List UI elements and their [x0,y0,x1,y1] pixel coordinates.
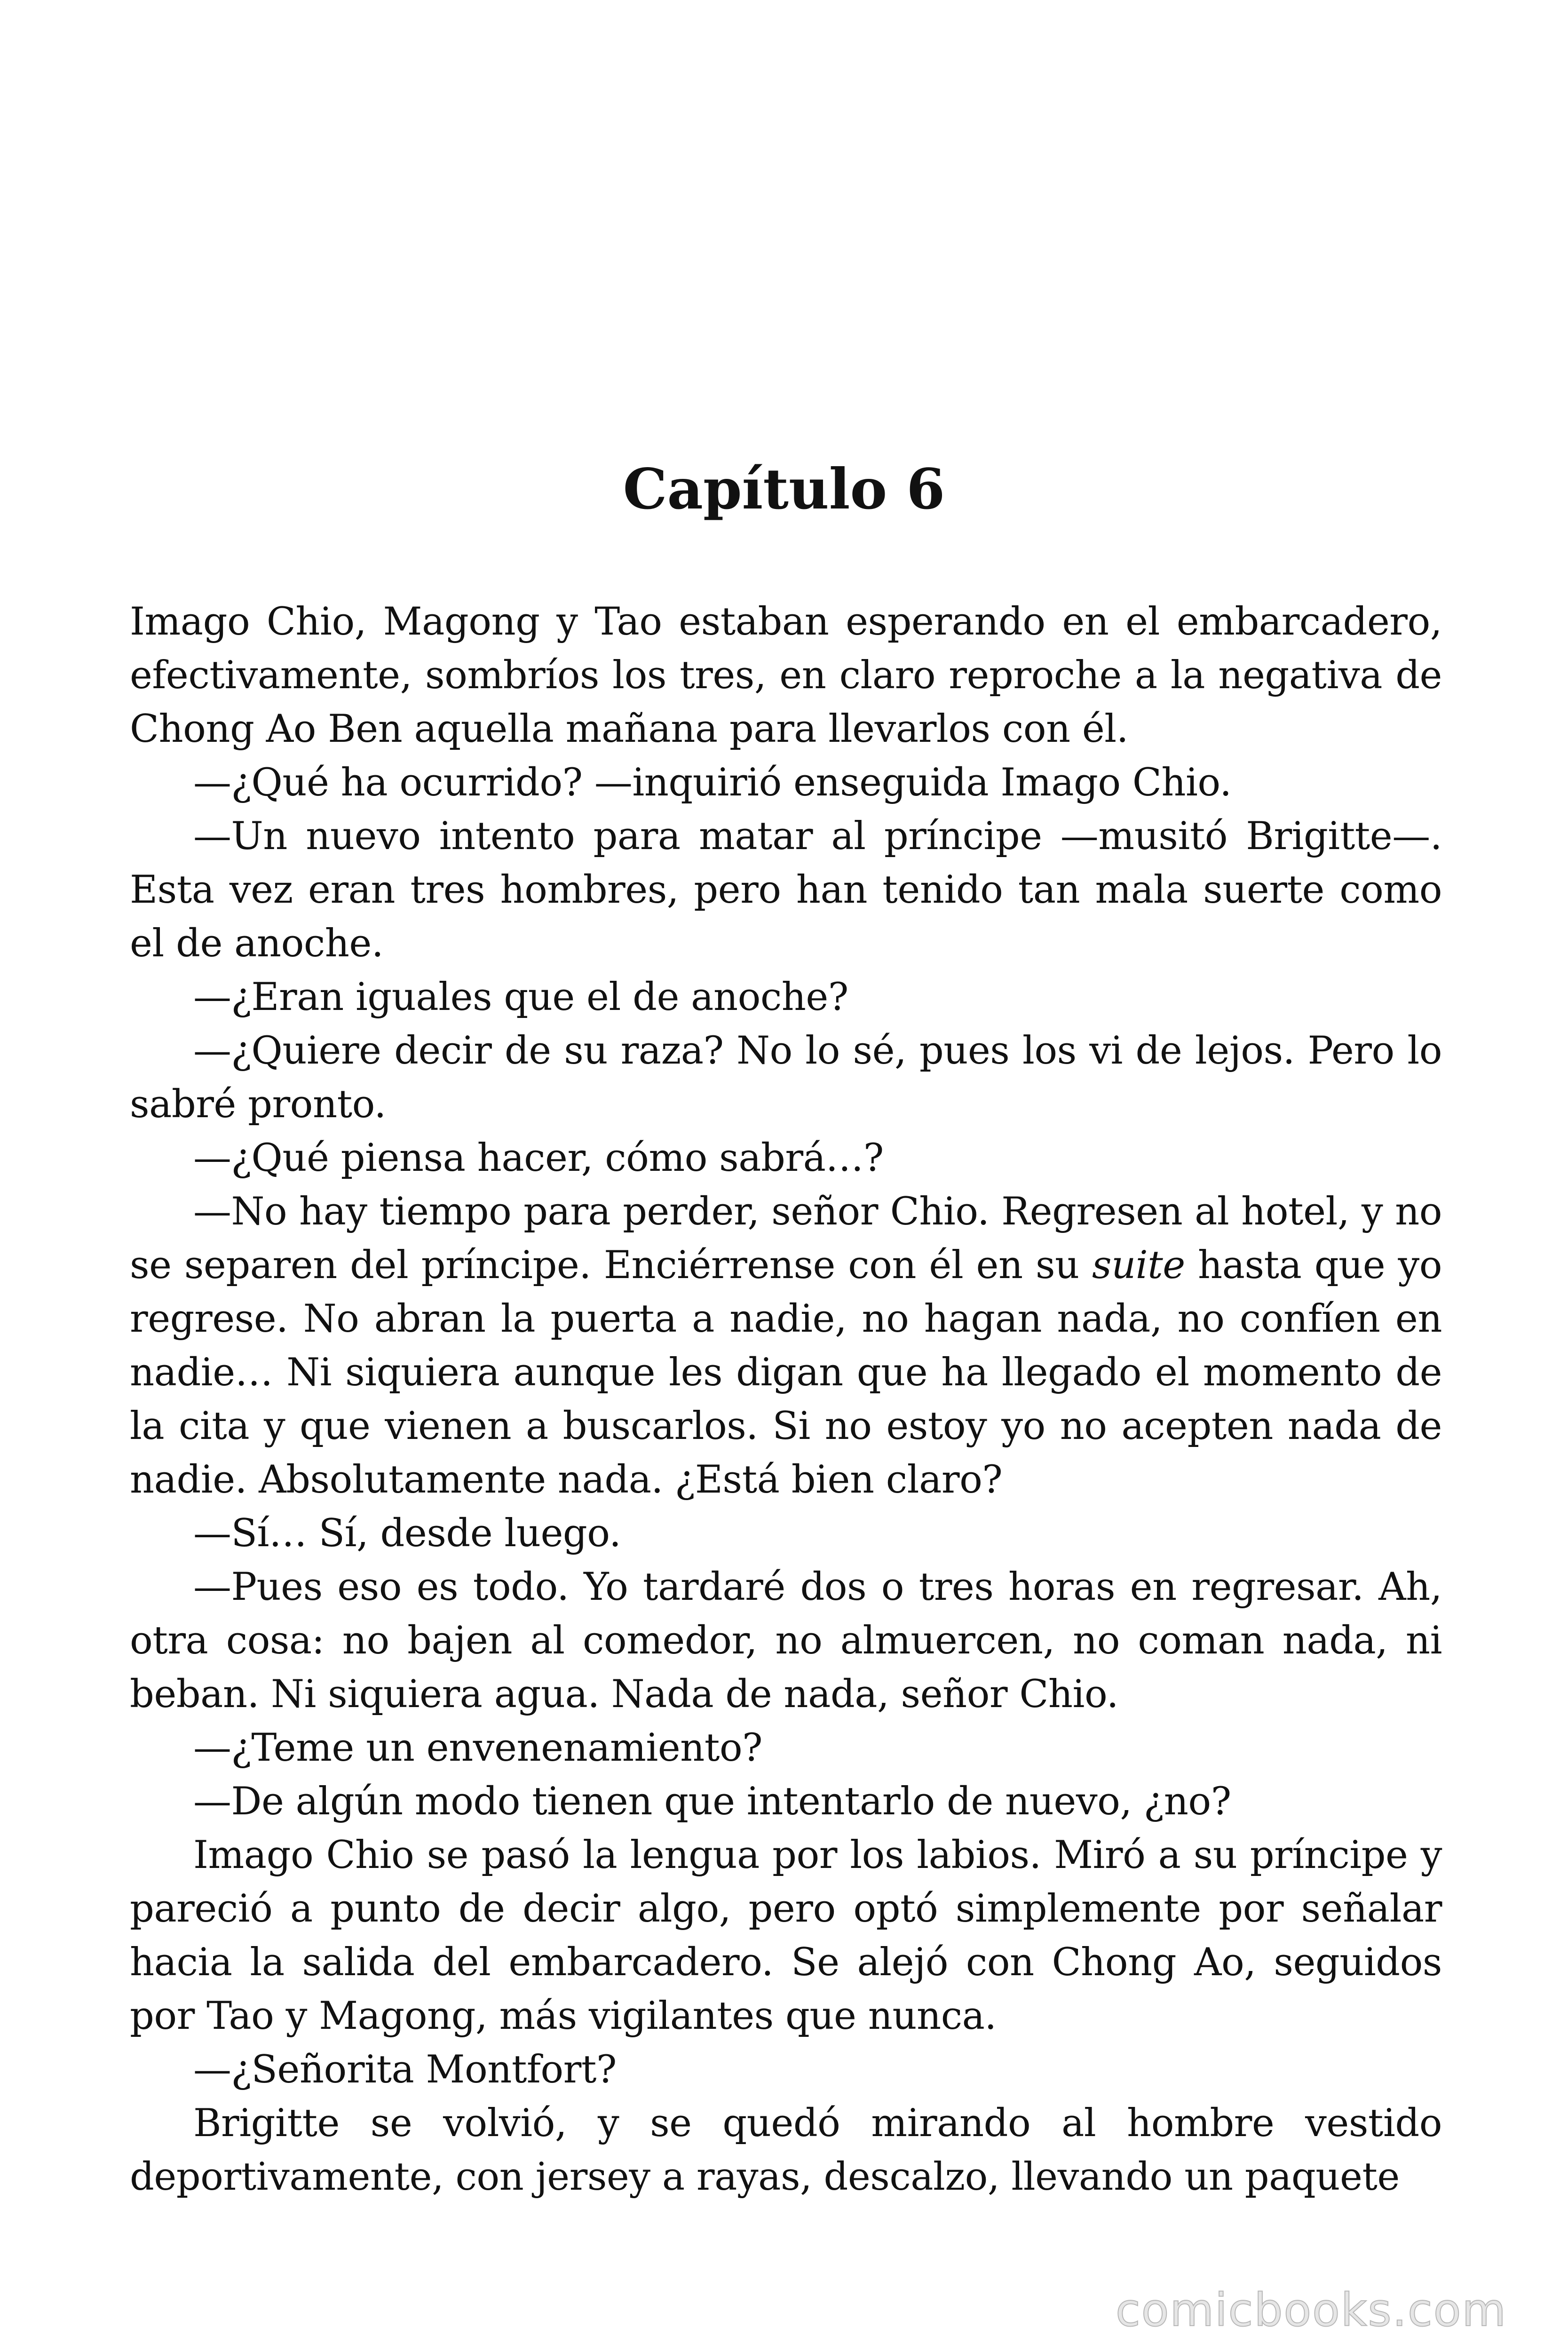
italic-word: suite [1092,1243,1185,1287]
chapter-title: Capítulo 6 [623,456,945,522]
paragraph: —Sí… Sí, desde luego. [193,1511,621,1556]
paragraph: —Pues eso es todo. Yo tardaré dos o tres horas en regresar. Ah, otra cosa: no bajen al comedor, no almuercen, no coman nada, ni beban. Ni siquiera agua. Nada de nada, señor Chio. [130,1565,1442,1716]
watermark: comicbooks.com [1115,2284,1507,2336]
paragraph: —¿Teme un envenenamiento? [193,1726,763,1770]
paragraph: Imago Chio se pasó la lengua por los labios. Miró a su príncipe y pareció a punto de decir algo, pero optó simplemente por señalar hacia la salida del embarcadero. Se alejó con Chong Ao, seguidos por Tao y Magong, más vigilantes que nunca. [130,1833,1442,2038]
paragraph: —¿Eran iguales que el de anoche? [193,975,848,1019]
paragraph: —¿Qué ha ocurrido? —inquirió enseguida Imago Chio. [193,761,1232,805]
chapter-body [130,595,1442,2204]
paragraph: —¿Qué piensa hacer, cómo sabrá…? [193,1136,884,1180]
paragraph-text: —No hay tiempo para perder, señor Chio. Regresen al hotel, y no se separen del príncipe. Enciérrense con él en su [130,1190,1442,1287]
paragraph: —Un nuevo intento para matar al príncipe —musitó Brigitte—. Esta vez eran tres hombres, pero han tenido tan mala suerte como el de anoche. [130,814,1442,966]
paragraph: Imago Chio, Magong y Tao estaban esperando en el embarcadero, efectivamente, sombríos los tres, en claro reproche a la negativa de Chong Ao Ben aquella mañana para llevarlos con él. [130,600,1442,751]
paragraph: —¿Señorita Montfort? [193,2048,617,2092]
paragraph: Brigitte se volvió, y se quedó mirando al hombre vestido deportivamente, con jersey a rayas, descalzo, llevando un paquete [130,2101,1442,2199]
paragraph: —¿Quiere decir de su raza? No lo sé, pues los vi de lejos. Pero lo sabré pronto. [130,1029,1442,1127]
paragraph-text: hasta que yo regrese. No abran la puerta a nadie, no hagan nada, no confíen en nadie… Ni siquiera aunque les digan que ha llegado el momento de la cita y que vienen a buscarlos. Si no estoy yo no acepten nada de nadie. Absolutamente nada. ¿Está bien claro? [130,1243,1442,1502]
paragraph: —De algún modo tienen que intentarlo de nuevo, ¿no? [193,1780,1231,1824]
paragraph [130,1185,1442,1507]
